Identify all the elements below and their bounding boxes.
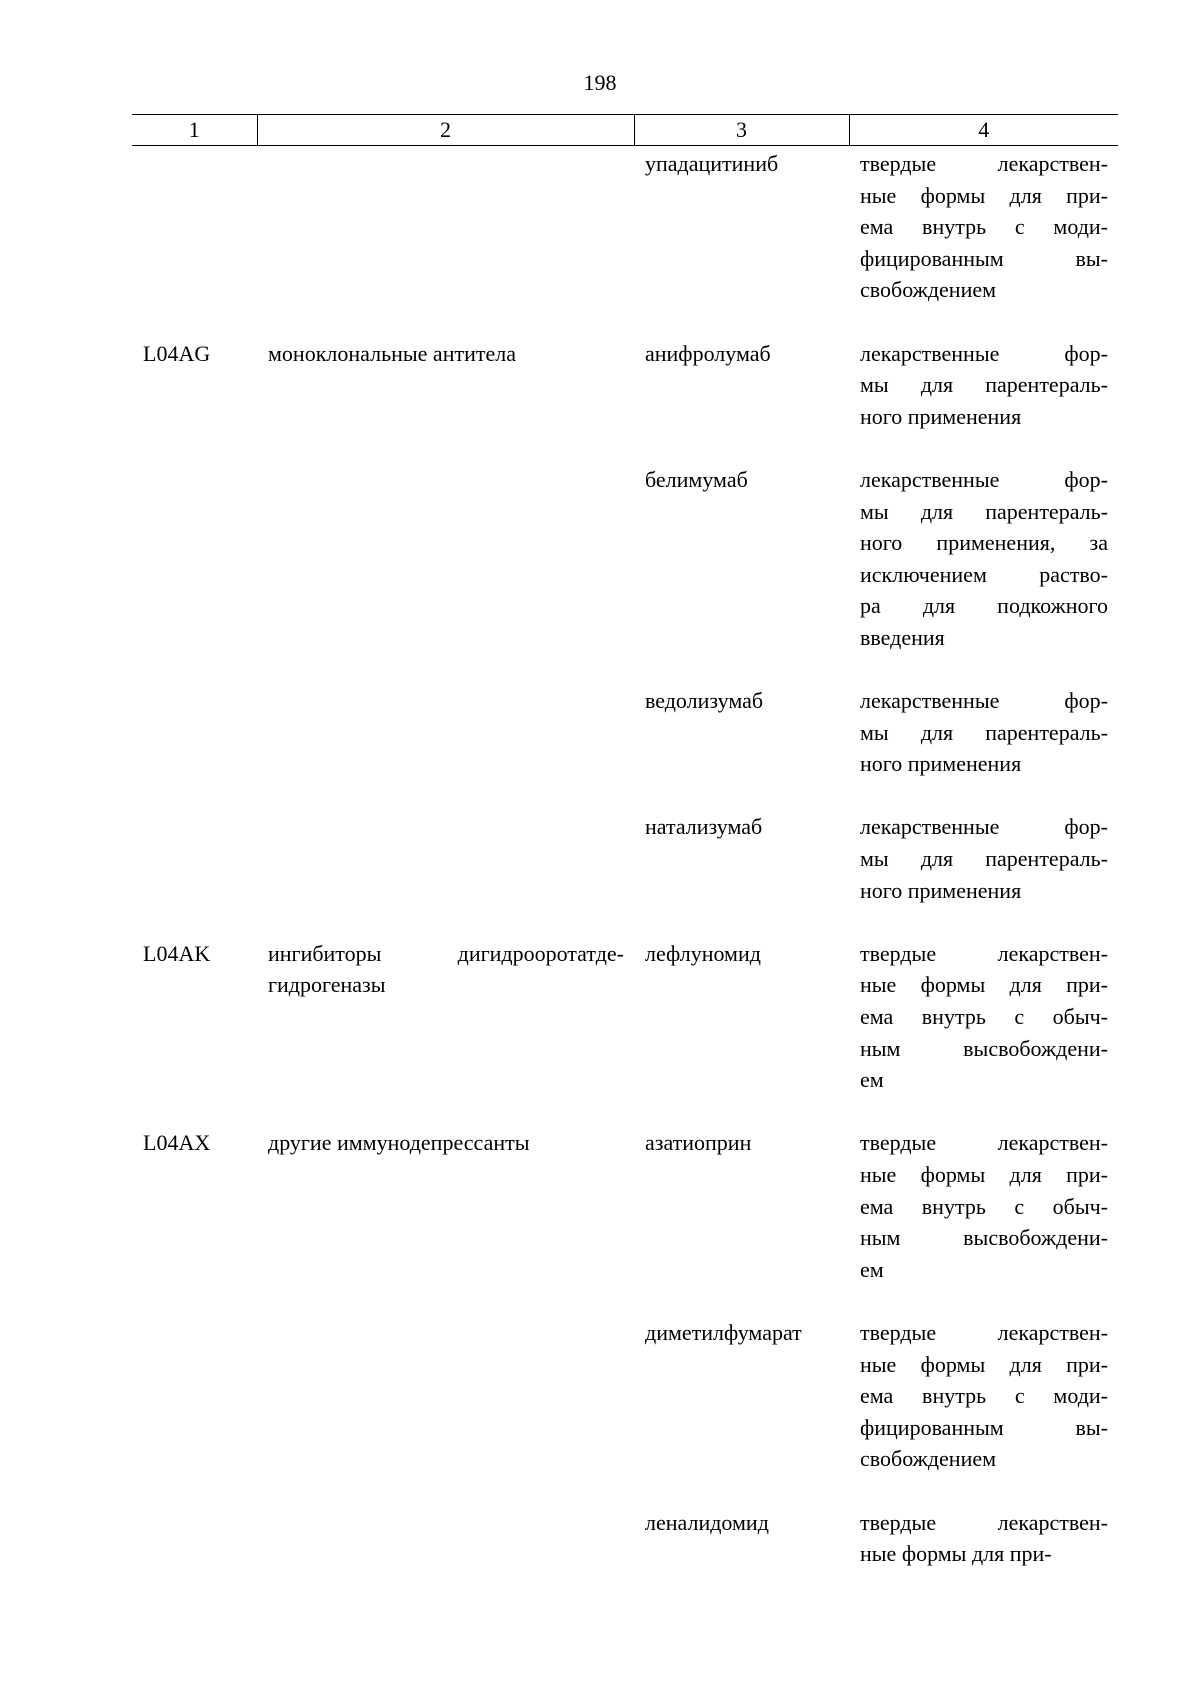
table-row <box>132 464 1118 685</box>
drug-name-cell: ведолизумаб <box>645 688 764 714</box>
dosage-form-line: ем <box>860 1067 884 1093</box>
drug-name-cell: белимумаб <box>645 466 748 492</box>
table-header <box>132 115 1118 146</box>
dosage-form-line: ные формы для при- <box>860 182 1108 208</box>
header-row <box>132 115 1118 146</box>
dosage-form-line: мы для парентераль- <box>860 498 1108 524</box>
dosage-form-line: свобождением <box>860 1446 997 1472</box>
dosage-form-line: ные формы для при- <box>860 1162 1108 1187</box>
dosage-form-cell <box>849 464 1118 685</box>
drug-name-cell: упадацитиниб <box>645 151 779 176</box>
group-name-cell <box>257 811 634 937</box>
drug-name-cell: диметилфумарат <box>645 1319 802 1345</box>
header-col-1: 1 <box>132 115 257 146</box>
dosage-form-line: ные формы для при- <box>860 1541 1052 1567</box>
dosage-form-line: ным высвобождени- <box>860 1225 1108 1251</box>
dosage-form-line: ного применения <box>860 751 1022 777</box>
dosage-form-line: свобождением <box>860 277 997 303</box>
dosage-form-line: введения <box>860 624 945 650</box>
header-col-4: 4 <box>849 115 1118 146</box>
table-row <box>132 146 1118 338</box>
group-name-cell <box>257 146 634 338</box>
dosage-form-line: твердые лекарствен- <box>860 1319 1108 1345</box>
table-row <box>132 685 1118 811</box>
group-name-cell <box>257 464 634 685</box>
dosage-form-line: лекарственные фор- <box>860 688 1108 714</box>
dosage-form-line: ра для подкожного <box>860 593 1108 619</box>
dosage-form-line: твердые лекарствен- <box>860 940 1108 966</box>
table-row <box>132 1507 1118 1602</box>
dosage-form-line: мы для парентераль- <box>860 846 1108 872</box>
drug-name-cell: азатиоприн <box>645 1130 752 1156</box>
dosage-form-cell <box>849 685 1118 811</box>
drug-name-cell: леналидомид <box>645 1509 769 1535</box>
dosage-form-line: мы для парентераль- <box>860 719 1108 745</box>
atc-code-cell <box>132 464 257 685</box>
table-row <box>132 338 1118 464</box>
dosage-form-line: ные формы для при- <box>860 972 1108 998</box>
dosage-form-line: твердые лекарствен- <box>860 1130 1108 1156</box>
atc-code-cell: L04AX <box>143 1130 211 1156</box>
drug-name-cell: натализумаб <box>645 814 763 840</box>
group-name-cell <box>257 685 634 811</box>
atc-code-cell: L04AG <box>143 340 211 366</box>
dosage-form-line: ема внутрь с моди- <box>860 1383 1108 1409</box>
drug-table <box>132 114 1118 1601</box>
drug-name-cell: анифролумаб <box>645 340 771 366</box>
table-row <box>132 938 1118 1128</box>
dosage-form-cell <box>849 811 1118 937</box>
atc-code-cell <box>132 685 257 811</box>
header-col-3: 3 <box>634 115 849 146</box>
header-col-2: 2 <box>257 115 634 146</box>
dosage-form-cell <box>849 146 1118 338</box>
group-name-line: гидрогеназы <box>268 972 386 998</box>
drug-name-cell: лефлуномид <box>645 940 761 966</box>
dosage-form-line: мы для парентераль- <box>860 372 1108 398</box>
dosage-form-line: фицированным вы- <box>860 245 1108 271</box>
group-name-cell: моноклональные антитела <box>268 340 516 366</box>
dosage-form-line: лекарственные фор- <box>860 814 1108 840</box>
page-number: 198 <box>583 70 617 95</box>
table-row <box>132 1127 1118 1317</box>
atc-code-cell <box>132 1317 257 1507</box>
atc-code-cell <box>132 1507 257 1602</box>
table-row <box>132 811 1118 937</box>
dosage-form-line: исключением раство- <box>860 561 1108 587</box>
table-body <box>132 146 1118 1602</box>
dosage-form-line: ного применения <box>860 877 1022 903</box>
dosage-form-line: ем <box>860 1256 884 1282</box>
dosage-form-cell <box>849 1127 1118 1317</box>
atc-code-cell <box>132 811 257 937</box>
dosage-form-line: твердые лекарствен- <box>860 151 1108 176</box>
dosage-form-line: ного применения <box>860 403 1022 429</box>
group-name-line: ингибиторы дигидрооротатде- <box>268 940 624 966</box>
group-name-cell: другие иммунодепрессанты <box>268 1130 530 1156</box>
atc-code-cell: L04AK <box>143 940 211 966</box>
dosage-form-line: лекарственные фор- <box>860 340 1108 366</box>
drug-table-grid <box>132 114 1118 1601</box>
dosage-form-line: ема внутрь с обыч- <box>860 1193 1108 1219</box>
dosage-form-line: твердые лекарствен- <box>860 1509 1108 1535</box>
group-name-cell <box>257 1507 634 1602</box>
table-row <box>132 1317 1118 1507</box>
dosage-form-line: ема внутрь с обыч- <box>860 1004 1108 1030</box>
atc-code-cell <box>132 146 257 338</box>
dosage-form-line: ного применения, за <box>860 530 1108 556</box>
dosage-form-line: фицированным вы- <box>860 1414 1108 1440</box>
dosage-form-cell <box>849 1507 1118 1602</box>
dosage-form-cell <box>849 338 1118 464</box>
dosage-form-line: лекарственные фор- <box>860 466 1108 492</box>
group-name-cell <box>257 938 634 1128</box>
dosage-form-cell <box>849 1317 1118 1507</box>
dosage-form-line: ные формы для при- <box>860 1351 1108 1377</box>
dosage-form-line: ема внутрь с моди- <box>860 214 1108 240</box>
dosage-form-line: ным высвобождени- <box>860 1035 1108 1061</box>
group-name-cell <box>257 1317 634 1507</box>
dosage-form-cell <box>849 938 1118 1128</box>
